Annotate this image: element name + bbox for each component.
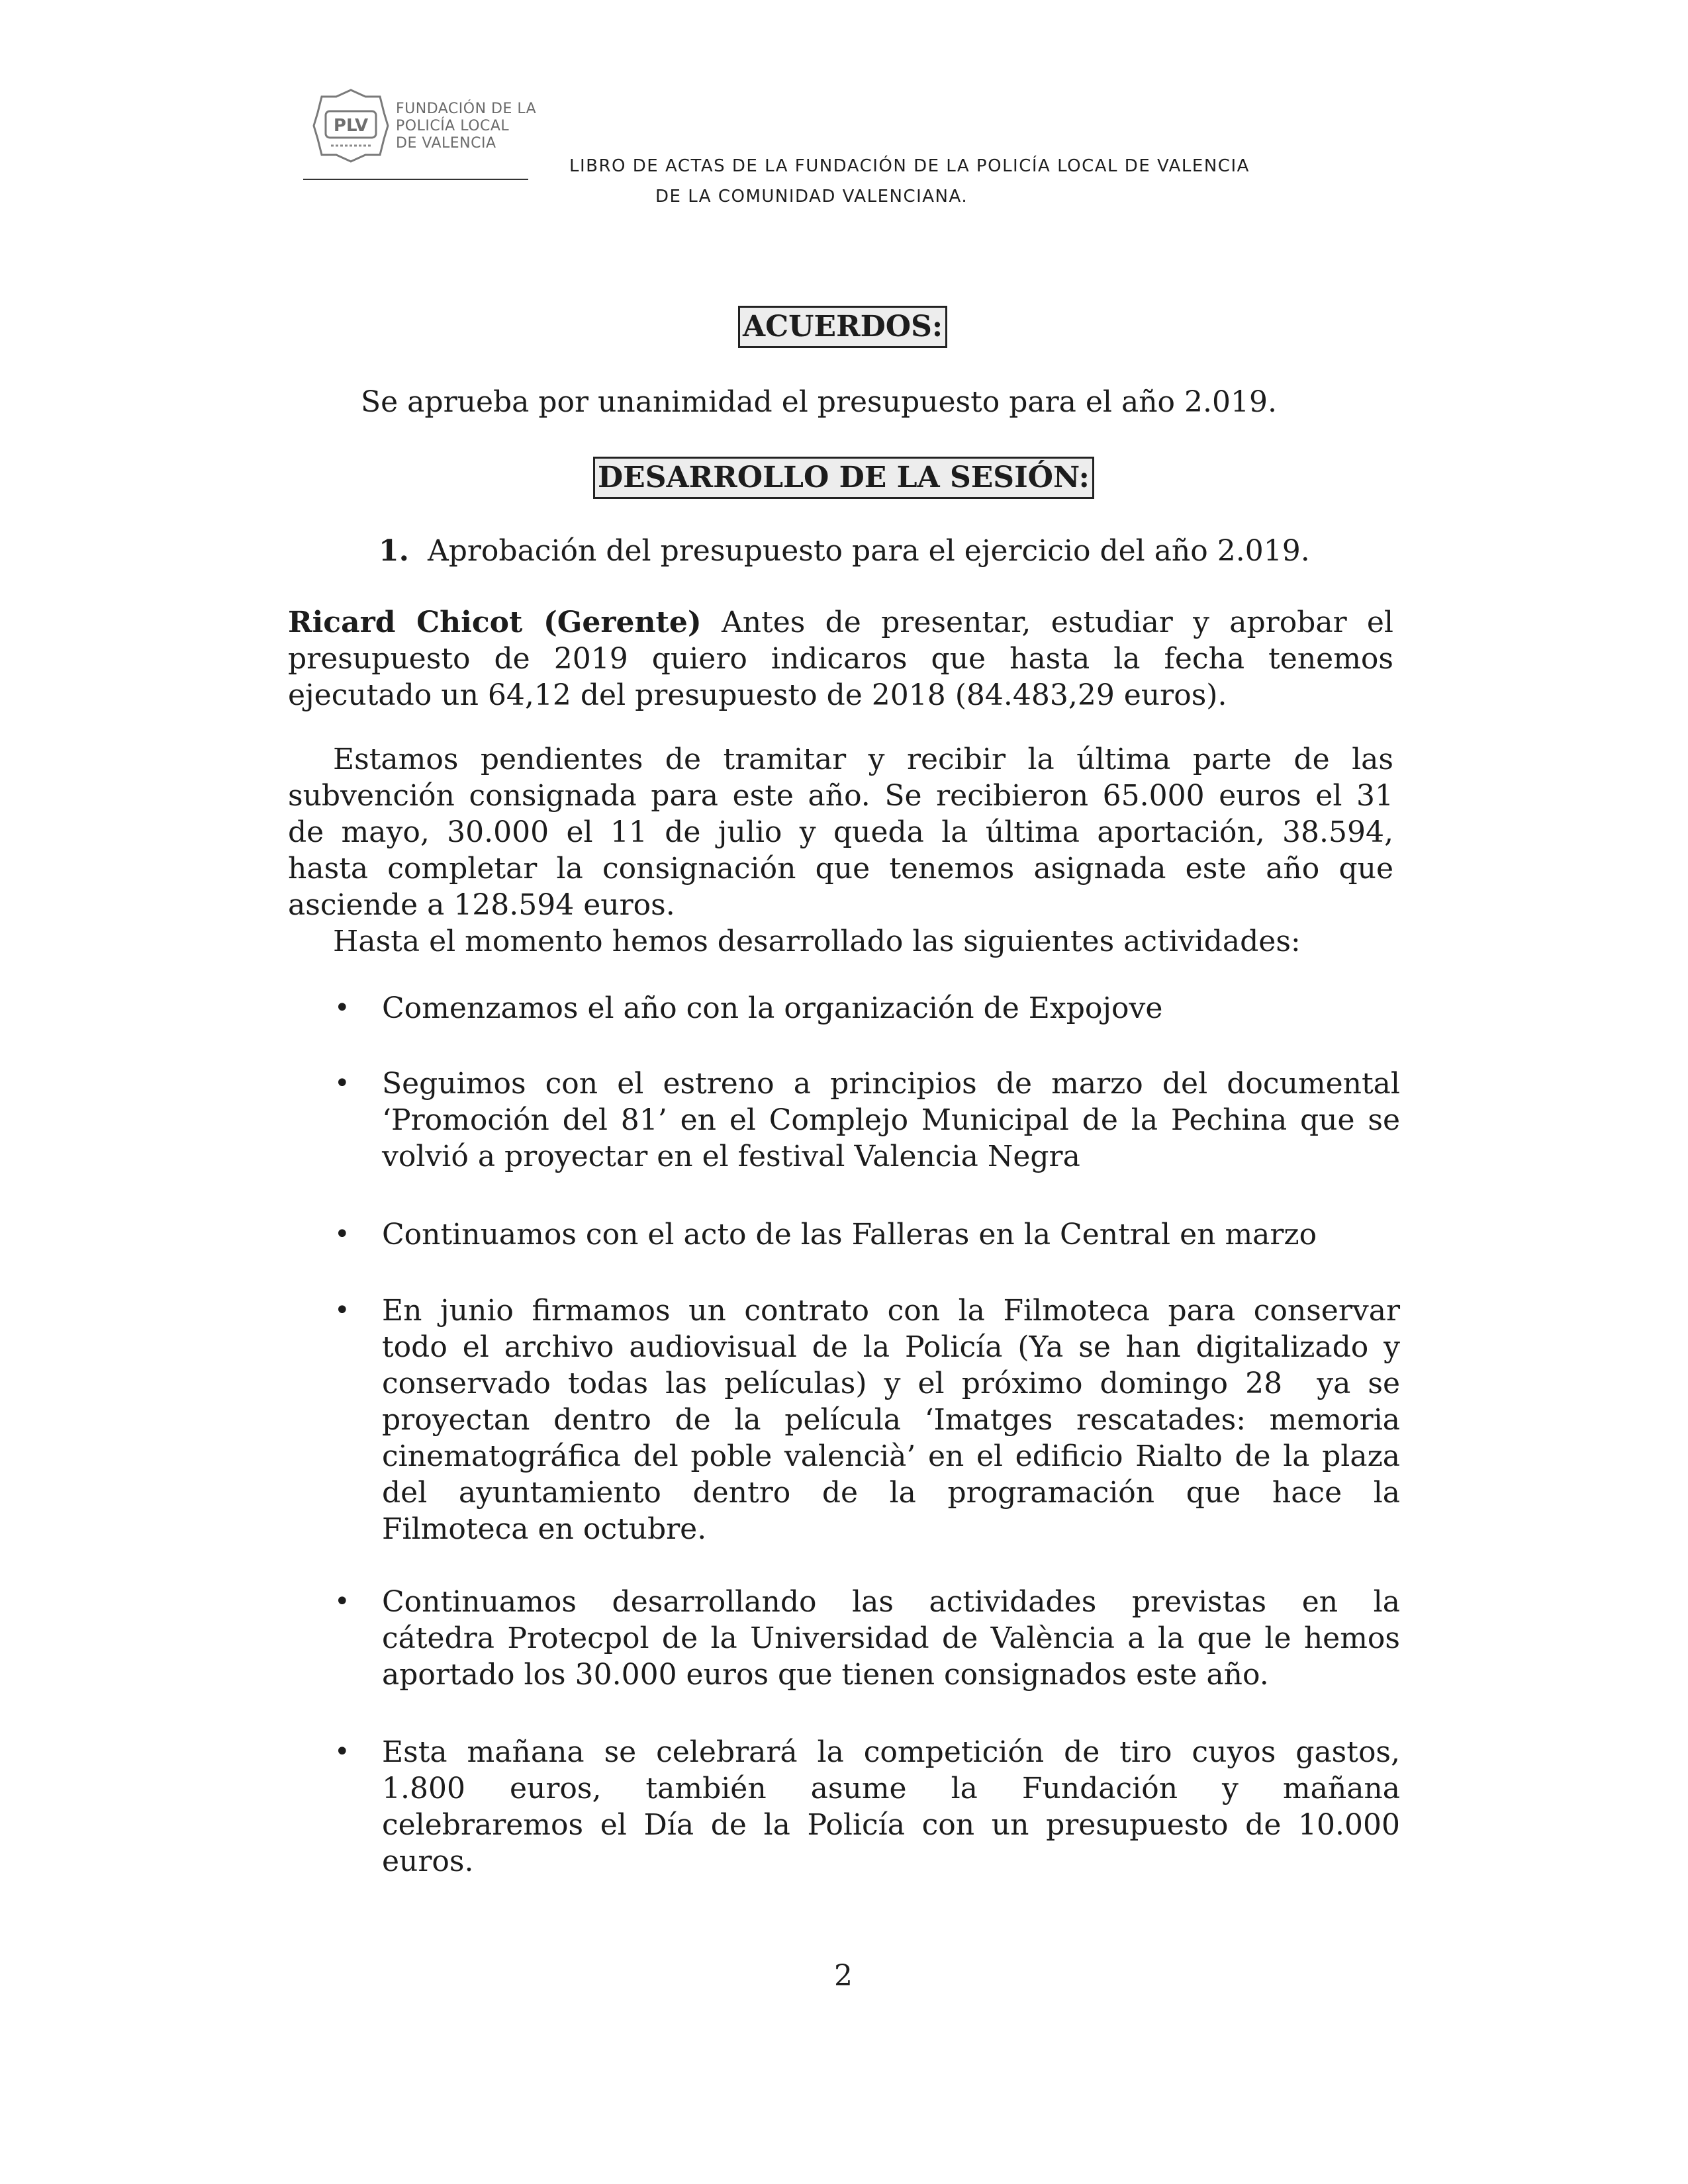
bullet-line: euros. (382, 1844, 474, 1878)
desarrollo-heading: DESARROLLO DE LA SESIÓN: (593, 457, 1094, 499)
bullet-line: del ayuntamiento dentro de la programación que hace la (382, 1476, 1400, 1510)
bullet-line: En junio firmamos un contrato con la Filmoteca para conservar (382, 1294, 1400, 1328)
logo-wordmark (396, 101, 536, 152)
bullet-line: volvió a proyectar en el festival Valencia Negra (382, 1140, 1080, 1173)
logo-underline-divider (303, 179, 528, 180)
pendientes-paragraph (288, 741, 1393, 960)
acuerdos-text: Se aprueba por unanimidad el presupuesto para el año 2.019. (361, 385, 1277, 419)
logo-line: FUNDACIÓN DE LA (396, 101, 537, 117)
chicot-paragraph (288, 604, 1393, 713)
logo-emblem-text: PLV (333, 116, 369, 136)
page-number: 2 (834, 1959, 853, 1993)
bullet-dot: • (334, 1737, 350, 1767)
paragraph-line: de mayo, 30.000 el 11 de julio y queda la última aportación, 38.594, (288, 815, 1393, 849)
bullet-line: Seguimos con el estreno a principios de marzo del documental (382, 1067, 1400, 1101)
bullet-line: ‘Promoción del 81’ en el Complejo Municipal de la Pechina que se (382, 1103, 1400, 1137)
bullet-dot: • (334, 1586, 350, 1617)
document-header (569, 151, 1417, 212)
bullet-line: cátedra Protecpol de la Universidad de València a la que le hemos (382, 1621, 1400, 1655)
acuerdos-heading: ACUERDOS: (738, 306, 947, 348)
bullet-line: Filmoteca en octubre. (382, 1512, 707, 1546)
header-line: LIBRO DE ACTAS DE LA FUNDACIÓN DE LA POLICÍA LOCAL DE VALENCIA (569, 156, 1250, 176)
paragraph-line: Hasta el momento hemos desarrollado las siguientes actividades: (333, 925, 1301, 958)
paragraph-text: Antes de presentar, estudiar y aprobar el (721, 606, 1394, 639)
paragraph-line: presupuesto de 2019 quiero indicaros que hasta la fecha tenemos (288, 642, 1393, 676)
bullet-item (382, 1293, 1400, 1547)
bullet-dot: • (334, 993, 350, 1023)
bullet-item (382, 1584, 1400, 1693)
bullet-line: Continuamos desarrollando las actividades previstas en la (382, 1585, 1400, 1619)
paragraph-line: subvención consignada para este año. Se recibieron 65.000 euros el 31 (288, 779, 1393, 813)
agenda-item-text: Aprobación del presupuesto para el ejercicio del año 2.019. (427, 534, 1310, 568)
bullet-line: celebraremos el Día de la Policía con un presupuesto de 10.000 (382, 1808, 1400, 1842)
logo-line: DE VALENCIA (396, 135, 496, 152)
plv-emblem-icon (311, 86, 391, 165)
bullet-item (382, 1216, 1400, 1253)
bullet-line: cinematográfica del poble valencià’ en el edificio Rialto de la plaza (382, 1439, 1400, 1473)
bullet-line: aportado los 30.000 euros que tienen consignados este año. (382, 1658, 1269, 1692)
agenda-item-number: 1. (379, 534, 409, 568)
bullet-dot: • (334, 1219, 350, 1250)
paragraph-line: Estamos pendientes de tramitar y recibir la última parte de las (333, 743, 1393, 776)
agenda-item (379, 533, 1310, 569)
speaker-name: Ricard Chicot (Gerente) (288, 606, 702, 639)
bullet-dot: • (334, 1068, 350, 1099)
bullet-line: Esta mañana se celebrará la competición de tiro cuyos gastos, (382, 1735, 1400, 1769)
foundation-logo (311, 86, 537, 179)
bullet-item (382, 1066, 1400, 1175)
paragraph-line: ejecutado un 64,12 del presupuesto de 2018 (84.483,29 euros). (288, 678, 1227, 712)
paragraph-line: asciende a 128.594 euros. (288, 888, 675, 922)
bullet-item (382, 990, 1400, 1026)
bullet-line: conservado todas las películas) y el próximo domingo 28 ya se (382, 1367, 1400, 1400)
header-line: DE LA COMUNIDAD VALENCIANA. (655, 187, 968, 206)
bullet-line: proyectan dentro de la película ‘Imatges rescatades: memoria (382, 1403, 1400, 1437)
bullet-line: todo el archivo audiovisual de la Policía (Ya se han digitalizado y (382, 1330, 1400, 1364)
bullet-dot: • (334, 1295, 350, 1326)
bullet-item (382, 1734, 1400, 1880)
bullet-line: Comenzamos el año con la organización de Expojove (382, 991, 1163, 1025)
logo-line: POLICÍA LOCAL (396, 118, 510, 134)
paragraph-line: hasta completar la consignación que tenemos asignada este año que (288, 852, 1393, 886)
paragraph-line (288, 604, 1393, 641)
bullet-line: 1.800 euros, también asume la Fundación y mañana (382, 1772, 1400, 1805)
bullet-line: Continuamos con el acto de las Falleras en la Central en marzo (382, 1218, 1317, 1251)
